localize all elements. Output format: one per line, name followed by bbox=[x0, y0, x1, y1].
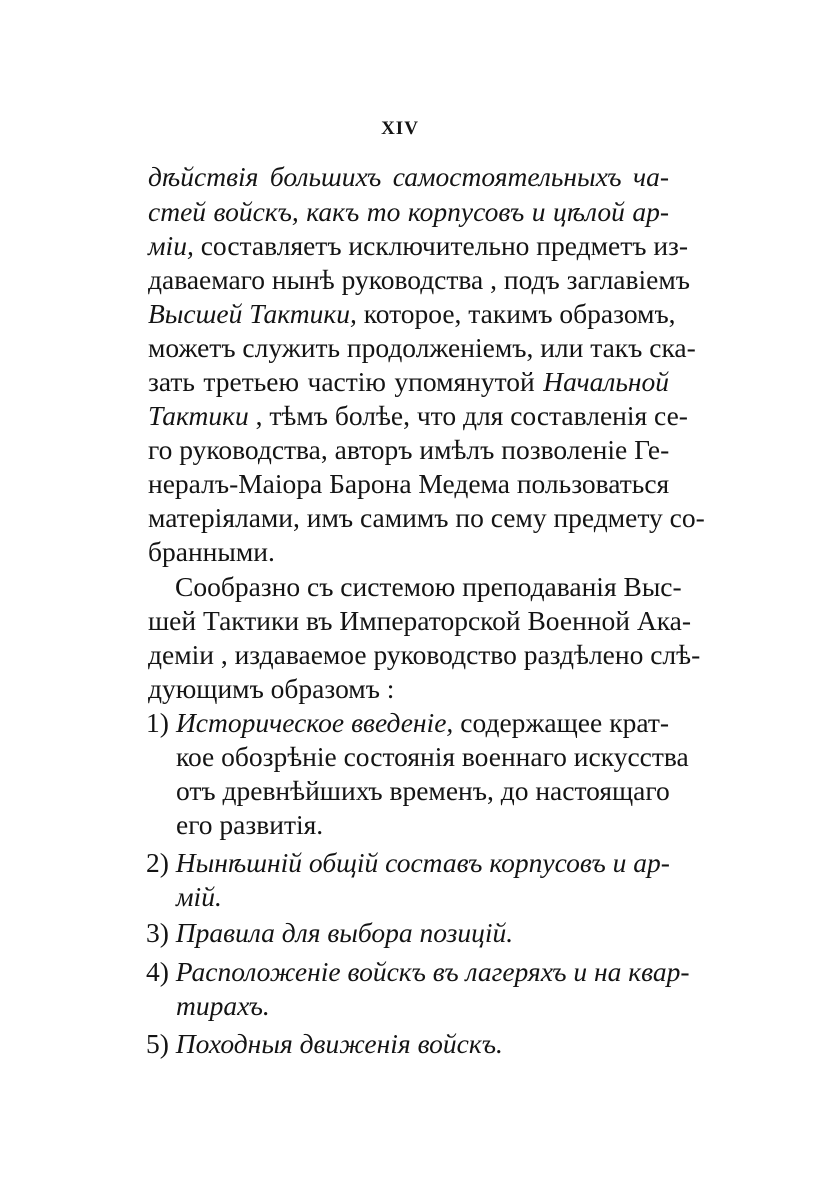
list-item-line bbox=[176, 880, 669, 914]
list-item-line bbox=[146, 916, 669, 950]
list-item-line bbox=[176, 989, 669, 1023]
list-item-number: 4) bbox=[146, 956, 169, 987]
text-line bbox=[148, 365, 669, 399]
list-item-line bbox=[146, 955, 690, 989]
text-line bbox=[148, 399, 688, 433]
text-line bbox=[148, 195, 669, 229]
list-item-line: его развитія. bbox=[176, 809, 324, 840]
list-item-number: 2) bbox=[146, 847, 169, 878]
page-number: XIV bbox=[381, 118, 419, 139]
text-line: деміи , издаваемое руководство раздѣлено слѣ- bbox=[148, 639, 701, 670]
text-line: даваемаго нынѣ руководства , подъ заглавіемъ bbox=[148, 264, 690, 295]
text-italic: стей войскъ, какъ то корпусовъ и цѣлой ар- bbox=[148, 196, 669, 227]
list-item-number: 5) bbox=[146, 1028, 169, 1059]
text-italic: Начальной bbox=[543, 366, 669, 397]
text-line: матеріялами, имъ самимъ по сему предмету со- bbox=[148, 502, 705, 533]
list-item-number: 3) bbox=[146, 917, 169, 948]
text-run: содержащее крат- bbox=[453, 707, 669, 738]
list-item-line bbox=[146, 1027, 669, 1061]
list-item-title: Нынѣшній общій составъ корпусовъ и ар- bbox=[175, 847, 670, 878]
text-italic: Высшей Тактики, bbox=[148, 298, 357, 329]
text-line bbox=[148, 297, 676, 331]
text-line: бранными. bbox=[148, 536, 275, 567]
text-line: го руководства, авторъ имѣлъ позволеніе Ге- bbox=[148, 434, 670, 465]
text-run: зать третьею частію упомянутой bbox=[148, 366, 544, 397]
list-item-line: отъ древнѣйшихъ временъ, до настоящаго bbox=[176, 775, 670, 806]
text-run: , тѣмъ болѣе, что для составленія се- bbox=[248, 400, 688, 431]
text-line: можетъ служить продолженіемъ, или такъ ска- bbox=[148, 332, 696, 363]
list-item-line bbox=[146, 846, 669, 880]
text-line: дующимъ образомъ : bbox=[148, 673, 395, 704]
list-item-line bbox=[146, 706, 669, 740]
text-run: которое, такимъ образомъ, bbox=[356, 298, 676, 329]
list-item-line: кое обозрѣніе состоянія военнаго искусства bbox=[176, 741, 689, 772]
text-line bbox=[148, 160, 669, 194]
list-item-number: 1) bbox=[146, 707, 169, 738]
list-item-title: Историческое введеніе, bbox=[175, 707, 454, 738]
text-line bbox=[148, 229, 689, 263]
list-item-title: Расположеніе войскъ въ лагеряхъ и на квар- bbox=[175, 956, 690, 987]
list-item-title: мій. bbox=[176, 881, 222, 912]
text-line: нералъ-Маіора Барона Медема пользоваться bbox=[148, 468, 670, 499]
list-item-title: тирахъ. bbox=[176, 990, 270, 1021]
text-line: Сообразно съ системою преподаванія Выс- bbox=[175, 571, 682, 602]
text-italic: дѣйствія большихъ самостоятельныхъ ча- bbox=[148, 161, 669, 192]
list-item-title: Правила для выбора позицій. bbox=[175, 917, 514, 948]
text-italic: Тактики bbox=[148, 400, 249, 431]
list-item-title: Походныя движенія войскъ. bbox=[175, 1028, 503, 1059]
text-run: составляетъ исключительно предметъ из- bbox=[193, 230, 689, 261]
text-italic: міи, bbox=[148, 230, 194, 261]
text-line: шей Тактики въ Императорской Военной Ака- bbox=[148, 605, 692, 636]
